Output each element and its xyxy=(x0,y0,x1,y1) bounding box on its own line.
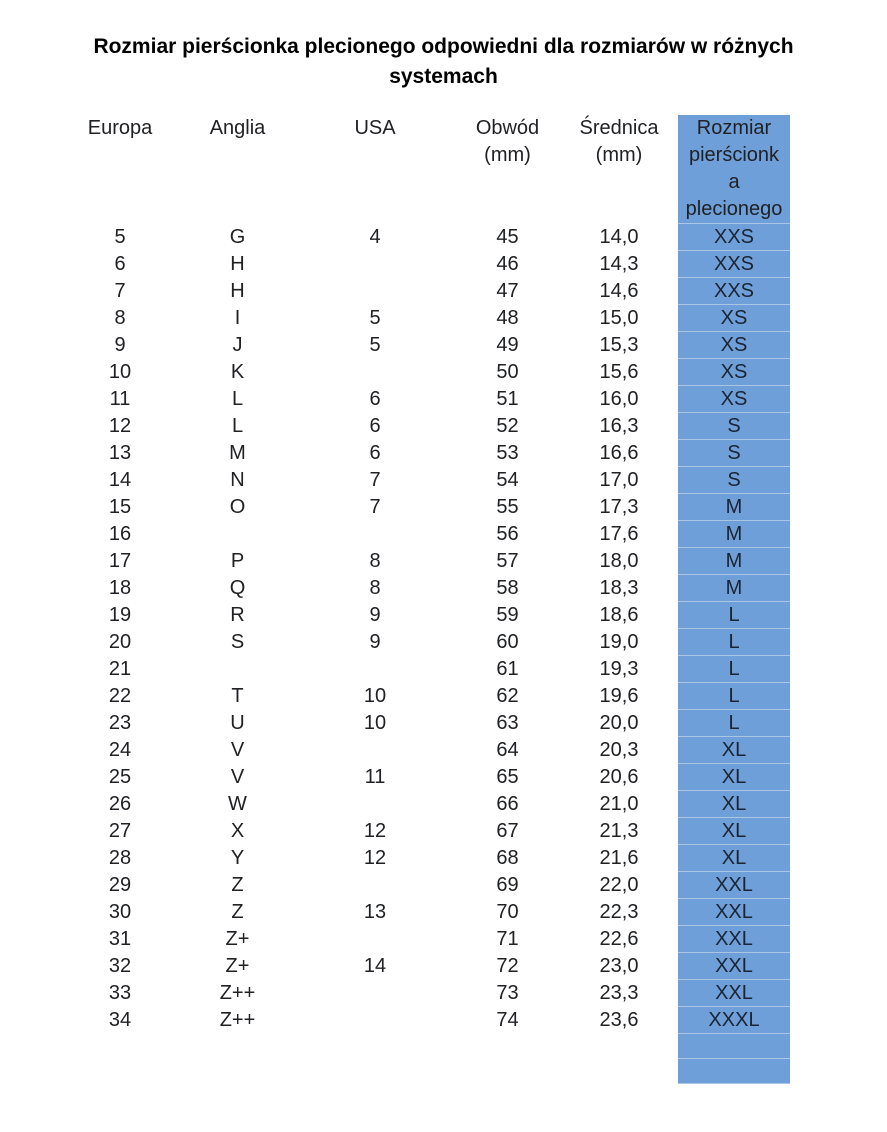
cell-srednica: 14,3 xyxy=(599,253,639,275)
cell-europa: 14 xyxy=(108,469,132,491)
table-row xyxy=(60,575,790,602)
cell-obwod: 52 xyxy=(496,415,519,437)
cell-empty xyxy=(180,1034,295,1059)
cell-anglia: Z+ xyxy=(225,928,250,950)
table-row xyxy=(60,683,790,710)
cell-usa: 12 xyxy=(363,847,387,869)
cell-anglia: Z++ xyxy=(219,982,256,1004)
cell-obwod: 63 xyxy=(496,712,519,734)
cell-rozmiar: L xyxy=(678,710,790,737)
table-row xyxy=(60,953,790,980)
cell-srednica: 19,6 xyxy=(599,685,639,707)
cell-rozmiar-empty xyxy=(678,1059,790,1084)
table-row xyxy=(60,278,790,305)
table-row-empty xyxy=(60,1034,790,1059)
cell-srednica: 19,3 xyxy=(599,658,639,680)
cell-europa: 29 xyxy=(108,874,132,896)
table-row xyxy=(60,413,790,440)
cell-anglia: V xyxy=(230,739,245,761)
column-header-line: a xyxy=(728,171,740,193)
cell-rozmiar: XL xyxy=(678,737,790,764)
ring-size-table xyxy=(60,115,790,1084)
cell-empty xyxy=(60,1059,180,1084)
cell-rozmiar: XS xyxy=(678,305,790,332)
column-header-srednica xyxy=(560,115,678,224)
cell-obwod: 70 xyxy=(496,901,519,923)
cell-usa xyxy=(295,872,455,899)
table-row xyxy=(60,602,790,629)
cell-srednica: 21,3 xyxy=(599,820,639,842)
cell-usa: 14 xyxy=(363,955,387,977)
cell-srednica: 17,0 xyxy=(599,469,639,491)
column-header-line: USA xyxy=(354,117,396,139)
cell-srednica: 22,0 xyxy=(599,874,639,896)
cell-anglia: Q xyxy=(229,577,246,599)
cell-anglia: J xyxy=(232,334,243,356)
cell-obwod: 50 xyxy=(496,361,519,383)
table-row xyxy=(60,818,790,845)
cell-anglia: V xyxy=(230,766,245,788)
cell-europa: 31 xyxy=(108,928,132,950)
column-header-line: plecionego xyxy=(685,198,783,220)
cell-obwod: 73 xyxy=(496,982,519,1004)
cell-srednica: 22,3 xyxy=(599,901,639,923)
cell-rozmiar: XS xyxy=(678,332,790,359)
table-row xyxy=(60,656,790,683)
cell-rozmiar: L xyxy=(678,656,790,683)
cell-rozmiar: S xyxy=(678,467,790,494)
cell-europa: 30 xyxy=(108,901,132,923)
cell-obwod: 72 xyxy=(496,955,519,977)
table-header-row xyxy=(60,115,790,224)
table-row xyxy=(60,845,790,872)
cell-obwod: 55 xyxy=(496,496,519,518)
cell-europa: 22 xyxy=(108,685,132,707)
cell-europa: 19 xyxy=(108,604,132,626)
cell-europa: 7 xyxy=(114,280,126,302)
cell-srednica: 15,0 xyxy=(599,307,639,329)
cell-rozmiar: XL xyxy=(678,845,790,872)
cell-anglia: Y xyxy=(230,847,245,869)
cell-obwod: 64 xyxy=(496,739,519,761)
cell-usa: 10 xyxy=(363,685,387,707)
cell-empty xyxy=(180,1059,295,1084)
cell-anglia: U xyxy=(230,712,245,734)
column-header-europa xyxy=(60,115,180,224)
cell-srednica: 20,3 xyxy=(599,739,639,761)
cell-obwod: 71 xyxy=(496,928,519,950)
cell-usa: 8 xyxy=(369,577,381,599)
cell-obwod: 47 xyxy=(496,280,519,302)
table-row xyxy=(60,899,790,926)
cell-anglia: M xyxy=(229,442,246,464)
cell-europa: 18 xyxy=(108,577,132,599)
column-header-rozmiar xyxy=(678,115,790,224)
cell-rozmiar: XS xyxy=(678,386,790,413)
cell-usa xyxy=(295,737,455,764)
cell-obwod: 67 xyxy=(496,820,519,842)
cell-empty xyxy=(455,1034,560,1059)
table-row xyxy=(60,305,790,332)
cell-obwod: 49 xyxy=(496,334,519,356)
cell-usa: 6 xyxy=(369,388,381,410)
cell-anglia: Z xyxy=(231,901,244,923)
cell-rozmiar: XXL xyxy=(678,872,790,899)
cell-rozmiar: XXL xyxy=(678,899,790,926)
cell-europa: 34 xyxy=(108,1009,132,1031)
table-row xyxy=(60,440,790,467)
cell-usa: 8 xyxy=(369,550,381,572)
cell-srednica: 21,6 xyxy=(599,847,639,869)
table-row-empty xyxy=(60,1059,790,1084)
column-header-line: (mm) xyxy=(595,144,643,166)
table-row xyxy=(60,467,790,494)
cell-usa: 9 xyxy=(369,631,381,653)
table-row xyxy=(60,926,790,953)
cell-rozmiar: XXS xyxy=(678,224,790,251)
cell-anglia: Z+ xyxy=(225,955,250,977)
table-row xyxy=(60,764,790,791)
cell-rozmiar: XXL xyxy=(678,926,790,953)
cell-usa xyxy=(295,926,455,953)
cell-usa xyxy=(295,656,455,683)
cell-rozmiar: M xyxy=(678,521,790,548)
column-header-line: Obwód xyxy=(475,117,540,139)
cell-obwod: 65 xyxy=(496,766,519,788)
cell-srednica: 16,0 xyxy=(599,388,639,410)
cell-europa: 5 xyxy=(114,226,126,248)
cell-europa: 24 xyxy=(108,739,132,761)
column-header-obwod xyxy=(455,115,560,224)
cell-europa: 8 xyxy=(114,307,126,329)
cell-anglia: R xyxy=(230,604,245,626)
table-row xyxy=(60,710,790,737)
cell-obwod: 60 xyxy=(496,631,519,653)
cell-rozmiar: XL xyxy=(678,791,790,818)
cell-rozmiar: XXXL xyxy=(678,1007,790,1034)
cell-usa: 13 xyxy=(363,901,387,923)
cell-empty xyxy=(560,1034,678,1059)
cell-obwod: 61 xyxy=(496,658,519,680)
table-row xyxy=(60,521,790,548)
cell-empty xyxy=(60,1034,180,1059)
cell-obwod: 46 xyxy=(496,253,519,275)
cell-usa: 12 xyxy=(363,820,387,842)
cell-europa: 25 xyxy=(108,766,132,788)
cell-anglia: I xyxy=(234,307,241,329)
cell-europa: 32 xyxy=(108,955,132,977)
cell-rozmiar: XS xyxy=(678,359,790,386)
cell-europa: 12 xyxy=(108,415,132,437)
cell-rozmiar: L xyxy=(678,602,790,629)
column-header-line: pierścionk xyxy=(688,144,780,166)
cell-srednica: 20,0 xyxy=(599,712,639,734)
cell-rozmiar: XXS xyxy=(678,278,790,305)
cell-usa: 7 xyxy=(369,469,381,491)
cell-europa: 21 xyxy=(108,658,132,680)
column-header-usa xyxy=(295,115,455,224)
cell-usa xyxy=(295,980,455,1007)
cell-usa xyxy=(295,278,455,305)
cell-anglia: N xyxy=(230,469,245,491)
cell-anglia: H xyxy=(230,253,245,275)
column-header-line: Średnica xyxy=(579,117,659,139)
cell-europa: 33 xyxy=(108,982,132,1004)
cell-srednica: 18,3 xyxy=(599,577,639,599)
cell-europa: 23 xyxy=(108,712,132,734)
cell-obwod: 57 xyxy=(496,550,519,572)
cell-srednica: 22,6 xyxy=(599,928,639,950)
cell-obwod: 66 xyxy=(496,793,519,815)
table-row xyxy=(60,386,790,413)
cell-usa xyxy=(295,251,455,278)
cell-anglia: P xyxy=(230,550,245,572)
cell-obwod: 68 xyxy=(496,847,519,869)
cell-empty xyxy=(560,1059,678,1084)
cell-anglia: L xyxy=(231,415,244,437)
cell-anglia: W xyxy=(228,793,247,815)
cell-srednica: 18,6 xyxy=(599,604,639,626)
cell-empty xyxy=(295,1034,455,1059)
column-header-line: Anglia xyxy=(209,117,266,139)
cell-obwod: 48 xyxy=(496,307,519,329)
cell-srednica: 14,6 xyxy=(599,280,639,302)
cell-empty xyxy=(455,1059,560,1084)
cell-usa: 6 xyxy=(369,415,381,437)
cell-srednica: 21,0 xyxy=(599,793,639,815)
cell-obwod: 45 xyxy=(496,226,519,248)
table-row xyxy=(60,548,790,575)
cell-srednica: 23,0 xyxy=(599,955,639,977)
cell-srednica: 15,6 xyxy=(599,361,639,383)
cell-anglia: K xyxy=(230,361,245,383)
cell-rozmiar: XL xyxy=(678,818,790,845)
cell-usa: 5 xyxy=(369,334,381,356)
cell-obwod: 53 xyxy=(496,442,519,464)
cell-rozmiar: M xyxy=(678,575,790,602)
cell-rozmiar: L xyxy=(678,683,790,710)
page-title: Rozmiar pierścionka plecionego odpowiedni dla rozmiarów w różnych systemach xyxy=(93,35,794,88)
cell-rozmiar: S xyxy=(678,440,790,467)
cell-rozmiar: XXS xyxy=(678,251,790,278)
cell-usa: 10 xyxy=(363,712,387,734)
table-row xyxy=(60,791,790,818)
cell-usa: 9 xyxy=(369,604,381,626)
column-header-line: Rozmiar xyxy=(696,117,772,139)
cell-obwod: 56 xyxy=(496,523,519,545)
cell-obwod: 62 xyxy=(496,685,519,707)
cell-usa: 11 xyxy=(364,766,386,788)
cell-srednica: 17,6 xyxy=(599,523,639,545)
cell-srednica: 23,3 xyxy=(599,982,639,1004)
column-header-line: Europa xyxy=(87,117,153,139)
table-row xyxy=(60,224,790,251)
table-row xyxy=(60,980,790,1007)
cell-anglia: Z xyxy=(231,874,244,896)
table-row xyxy=(60,629,790,656)
cell-obwod: 74 xyxy=(496,1009,519,1031)
cell-srednica: 23,6 xyxy=(599,1009,639,1031)
cell-srednica: 18,0 xyxy=(599,550,639,572)
cell-empty xyxy=(295,1059,455,1084)
cell-anglia: Z++ xyxy=(219,1009,256,1031)
cell-srednica: 17,3 xyxy=(599,496,639,518)
table-row xyxy=(60,251,790,278)
cell-rozmiar: XL xyxy=(678,764,790,791)
cell-usa xyxy=(295,359,455,386)
cell-anglia: G xyxy=(229,226,246,248)
cell-usa xyxy=(295,791,455,818)
cell-usa xyxy=(295,1007,455,1034)
cell-rozmiar: XXL xyxy=(678,980,790,1007)
cell-anglia: S xyxy=(230,631,245,653)
cell-obwod: 69 xyxy=(496,874,519,896)
table-body xyxy=(60,224,790,1084)
cell-europa: 17 xyxy=(108,550,132,572)
cell-srednica: 14,0 xyxy=(599,226,639,248)
column-header-anglia xyxy=(180,115,295,224)
cell-europa: 27 xyxy=(108,820,132,842)
cell-srednica: 16,3 xyxy=(599,415,639,437)
cell-europa: 26 xyxy=(108,793,132,815)
cell-europa: 20 xyxy=(108,631,132,653)
table-row xyxy=(60,1007,790,1034)
cell-rozmiar-empty xyxy=(678,1034,790,1059)
cell-europa: 6 xyxy=(114,253,126,275)
table-row xyxy=(60,494,790,521)
cell-europa: 28 xyxy=(108,847,132,869)
cell-anglia: O xyxy=(229,496,246,518)
cell-europa: 9 xyxy=(114,334,126,356)
cell-anglia xyxy=(180,521,295,548)
cell-usa: 7 xyxy=(369,496,381,518)
cell-anglia: H xyxy=(230,280,245,302)
cell-usa xyxy=(295,521,455,548)
cell-anglia xyxy=(180,656,295,683)
cell-anglia: X xyxy=(230,820,245,842)
cell-usa: 5 xyxy=(369,307,381,329)
cell-europa: 16 xyxy=(108,523,132,545)
cell-srednica: 15,3 xyxy=(599,334,639,356)
cell-usa: 4 xyxy=(369,226,381,248)
cell-rozmiar: M xyxy=(678,548,790,575)
cell-rozmiar: L xyxy=(678,629,790,656)
cell-rozmiar: XXL xyxy=(678,953,790,980)
cell-anglia: T xyxy=(231,685,244,707)
cell-europa: 11 xyxy=(109,388,131,410)
table-row xyxy=(60,332,790,359)
cell-rozmiar: S xyxy=(678,413,790,440)
cell-srednica: 16,6 xyxy=(599,442,639,464)
cell-obwod: 58 xyxy=(496,577,519,599)
cell-srednica: 20,6 xyxy=(599,766,639,788)
cell-anglia: L xyxy=(231,388,244,410)
cell-obwod: 54 xyxy=(496,469,519,491)
cell-obwod: 59 xyxy=(496,604,519,626)
table-row xyxy=(60,872,790,899)
cell-usa: 6 xyxy=(369,442,381,464)
cell-obwod: 51 xyxy=(496,388,519,410)
table-row xyxy=(60,359,790,386)
cell-europa: 15 xyxy=(108,496,132,518)
cell-europa: 13 xyxy=(108,442,132,464)
cell-europa: 10 xyxy=(108,361,132,383)
cell-rozmiar: M xyxy=(678,494,790,521)
column-header-line: (mm) xyxy=(484,144,531,166)
table-row xyxy=(60,737,790,764)
cell-srednica: 19,0 xyxy=(599,631,639,653)
